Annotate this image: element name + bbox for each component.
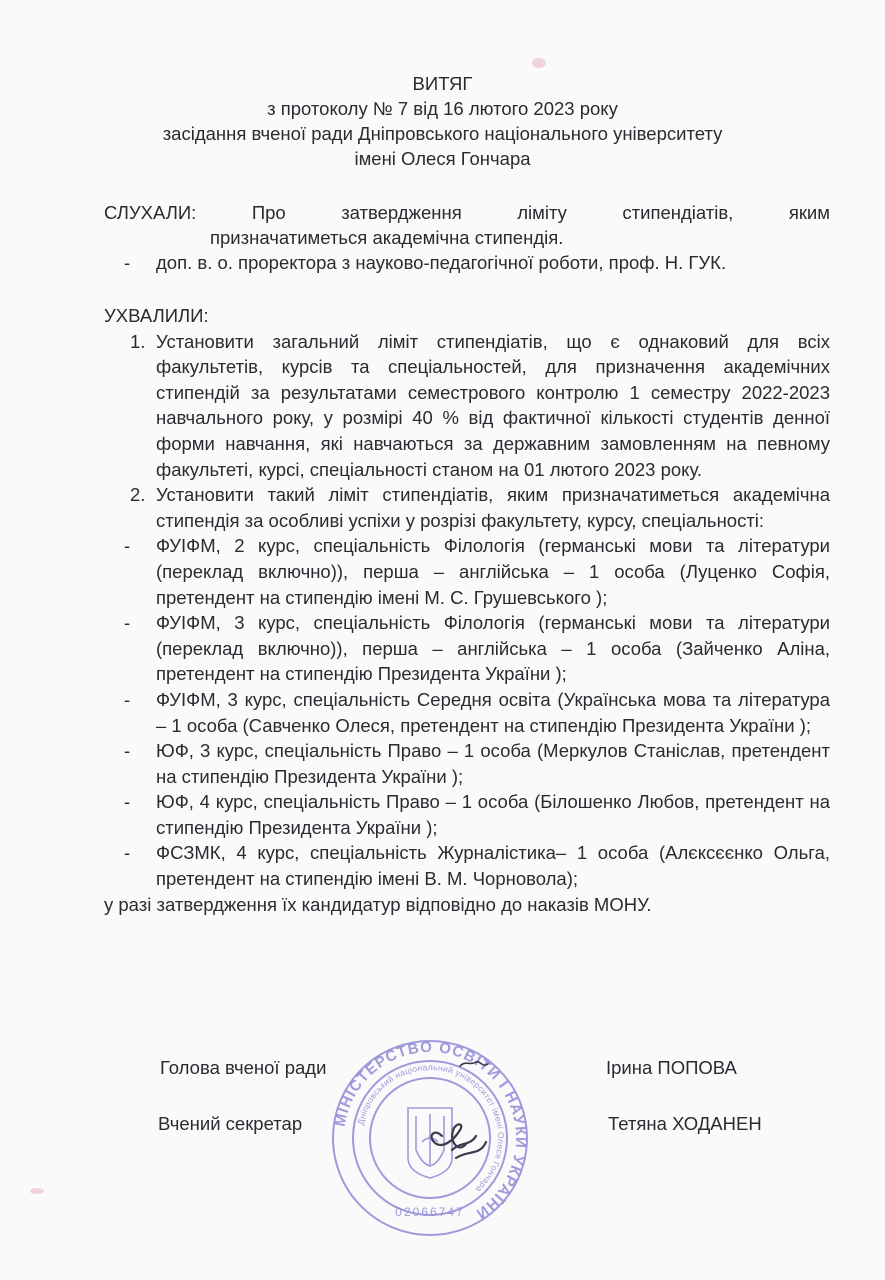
speaker-text: доп. в. о. проректора з науково-педагогічної роботи, проф. Н. ГУК. <box>156 252 727 273</box>
secretary-title: Вчений секретар <box>158 1113 303 1134</box>
heard-speaker <box>104 250 830 275</box>
list-item-text: Установити загальний ліміт стипендіатів, що є однаковий для всіх факультетів, курсів та спеціальностей, для призначення академічних стипендій за результатами семестрового контролю 1 семестру 2022-2023 навчального року, у розмірі 40 % від фактичної кількості студентів денної форми навчання, які навчаються за державним замовленням на певному факультеті, курсі, спеціальності станом на 01 лютого 2023 року. <box>156 330 830 480</box>
list-dash: - <box>124 252 131 273</box>
chair-title: Голова вченої ради <box>160 1057 327 1078</box>
list-item-text: ФСЗМК, 4 курс, спеціальність Журналістика– 1 особа (Алєксєєнко Ольга, претендент на стипендію імені В. М. Чорновола); <box>156 842 830 890</box>
paper-speck <box>30 1188 44 1194</box>
list-item-dash <box>104 533 830 610</box>
list-item-text: ФУІФМ, 3 курс, спеціальність Філологія (германські мови та літератури (переклад включно)), перша – англійська – 1 особа (Зайченко Аліна, претендент на стипендію Президента України ); <box>156 612 830 685</box>
list-item-dash <box>104 738 830 789</box>
list-item-dash <box>104 840 830 891</box>
list-item-numbered <box>104 482 830 533</box>
heard-word: стипендіатів, <box>622 202 734 223</box>
council-line: засідання вченої ради Дніпровського національного університету <box>162 123 723 144</box>
list-marker: - <box>124 535 131 557</box>
heard-word: яким <box>788 202 830 223</box>
list-marker: - <box>124 791 131 813</box>
stamp-code: 02066747 <box>395 1205 465 1219</box>
official-stamp <box>330 1038 530 1238</box>
list-item-text: ФУІФМ, 2 курс, спеціальність Філологія (германські мови та літератури (переклад включно)), перша – англійська – 1 особа (Луценко Софія, претендент на стипендію імені М. С. Грушевського ); <box>156 535 830 608</box>
list-marker: - <box>124 688 131 710</box>
decided-section <box>104 303 830 917</box>
stamp-inner-text: Дніпровський національний університет імені Олеся Гончара <box>355 1061 507 1195</box>
list-marker: - <box>124 740 131 762</box>
list-marker: - <box>124 612 131 634</box>
list-item-text: ЮФ, 3 курс, спеціальність Право – 1 особа (Меркулов Станіслав, претендент на стипендію Президента України ); <box>156 740 830 787</box>
list-marker: - <box>124 842 131 864</box>
heard-word: Про <box>251 202 286 223</box>
protocol-line: з протоколу № 7 від 16 лютого 2023 року <box>267 98 618 119</box>
list-item-text: Установити такий ліміт стипендіатів, яким призначатиметься академічна стипендія за особливі успіхи у розрізі факультету, курсу, спеціальності: <box>156 484 830 531</box>
closing-line: у разі затвердження їх кандидатур відповідно до наказів МОНУ. <box>104 893 652 915</box>
decided-label: УХВАЛИЛИ: <box>104 305 209 326</box>
chair-name: Ірина ПОПОВА <box>606 1057 737 1078</box>
document-header <box>0 71 885 171</box>
list-item-text: ФУІФМ, 3 курс, спеціальність Середня освіта (Українська мова та література – 1 особа (Савченко Олеся, претендент на стипендію Президента України ); <box>156 688 830 736</box>
list-marker: 1. <box>130 330 146 352</box>
list-marker: 2. <box>130 484 146 506</box>
heard-word: ліміту <box>517 202 567 223</box>
heard-word: затвердження <box>341 202 462 223</box>
list-item-dash <box>104 687 830 738</box>
list-item-numbered <box>104 329 830 483</box>
secretary-name: Тетяна ХОДАНЕН <box>608 1113 762 1134</box>
paper-speck <box>532 58 546 68</box>
stamp-outer-text: МІНІСТЕРСТВО ОСВІТИ І НАУКИ УКРАЇНИ <box>331 1038 530 1223</box>
heard-second-line: призначатиметься академічна стипендія. <box>210 227 564 248</box>
heard-section <box>104 200 830 275</box>
heard-first-line <box>104 200 830 225</box>
document-title: ВИТЯГ <box>412 73 473 94</box>
signature-secretary-icon <box>432 1124 486 1158</box>
heard-label: СЛУХАЛИ: <box>104 202 197 223</box>
university-name-line: імені Олеся Гончара <box>354 148 531 169</box>
list-item-dash <box>104 789 830 840</box>
list-item-dash <box>104 610 830 687</box>
list-item-text: ЮФ, 4 курс, спеціальність Право – 1 особа (Білошенко Любов, претендент на стипендію Президента України ); <box>156 791 830 838</box>
decided-list <box>104 329 830 892</box>
